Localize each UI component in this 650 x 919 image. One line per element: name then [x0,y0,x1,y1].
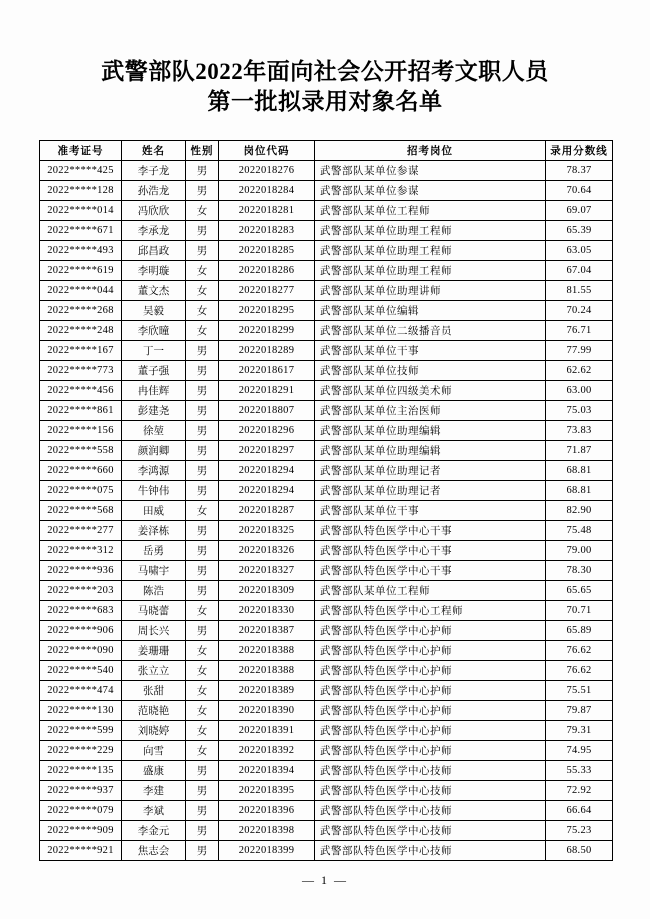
cell-name: 李建 [122,781,186,801]
cell-ticket: 2022*****683 [40,601,122,621]
cell-ticket: 2022*****014 [40,201,122,221]
cell-ticket: 2022*****044 [40,281,122,301]
table-row [40,421,613,441]
table-row [40,481,613,501]
cell-score: 65.89 [546,621,613,641]
cell-ticket: 2022*****540 [40,661,122,681]
cell-name: 张甜 [122,681,186,701]
cell-name: 周长兴 [122,621,186,641]
cell-score: 65.65 [546,581,613,601]
cell-jobcode: 2022018396 [219,801,315,821]
cell-score: 78.37 [546,161,613,181]
cell-name: 李明璇 [122,261,186,281]
cell-score: 76.62 [546,641,613,661]
cell-position: 武警部队某单位干事 [315,501,546,521]
cell-jobcode: 2022018289 [219,341,315,361]
cell-gender: 男 [186,181,219,201]
cell-gender: 女 [186,301,219,321]
cell-score: 68.50 [546,841,613,861]
table-row [40,841,613,861]
cell-ticket: 2022*****937 [40,781,122,801]
cell-gender: 女 [186,641,219,661]
cell-gender: 男 [186,781,219,801]
cell-jobcode: 2022018287 [219,501,315,521]
cell-ticket: 2022*****671 [40,221,122,241]
cell-jobcode: 2022018291 [219,381,315,401]
cell-position: 武警部队某单位助理记者 [315,461,546,481]
cell-gender: 女 [186,321,219,341]
table-row [40,341,613,361]
cell-jobcode: 2022018277 [219,281,315,301]
cell-position: 武警部队特色医学中心护师 [315,641,546,661]
cell-ticket: 2022*****128 [40,181,122,201]
cell-gender: 男 [186,841,219,861]
cell-name: 李斌 [122,801,186,821]
cell-name: 徐堃 [122,421,186,441]
cell-ticket: 2022*****599 [40,721,122,741]
cell-gender: 女 [186,601,219,621]
cell-name: 李子龙 [122,161,186,181]
cell-position: 武警部队某单位干事 [315,341,546,361]
cell-position: 武警部队某单位二级播音员 [315,321,546,341]
cell-score: 55.33 [546,761,613,781]
cell-position: 武警部队特色医学中心工程师 [315,601,546,621]
cell-score: 68.81 [546,481,613,501]
cell-position: 武警部队某单位参谋 [315,161,546,181]
cell-jobcode: 2022018394 [219,761,315,781]
cell-score: 70.24 [546,301,613,321]
cell-gender: 女 [186,661,219,681]
table-row [40,261,613,281]
cell-name: 陈浩 [122,581,186,601]
cell-name: 李鸿源 [122,461,186,481]
cell-jobcode: 2022018390 [219,701,315,721]
cell-jobcode: 2022018296 [219,421,315,441]
cell-jobcode: 2022018276 [219,161,315,181]
cell-score: 79.00 [546,541,613,561]
cell-gender: 男 [186,761,219,781]
table-row [40,241,613,261]
cell-name: 牛钟伟 [122,481,186,501]
cell-score: 76.71 [546,321,613,341]
cell-ticket: 2022*****203 [40,581,122,601]
cell-score: 62.62 [546,361,613,381]
roster-table-container [39,140,612,861]
cell-name: 颜润卿 [122,441,186,461]
cell-gender: 女 [186,721,219,741]
cell-ticket: 2022*****936 [40,561,122,581]
cell-name: 冉佳辉 [122,381,186,401]
cell-position: 武警部队某单位编辑 [315,301,546,321]
cell-jobcode: 2022018294 [219,461,315,481]
cell-name: 吴毅 [122,301,186,321]
cell-gender: 男 [186,821,219,841]
cell-position: 武警部队某单位助理编辑 [315,421,546,441]
cell-ticket: 2022*****921 [40,841,122,861]
cell-name: 彭建尧 [122,401,186,421]
cell-gender: 男 [186,381,219,401]
cell-jobcode: 2022018325 [219,521,315,541]
table-row [40,281,613,301]
cell-ticket: 2022*****156 [40,421,122,441]
cell-ticket: 2022*****277 [40,521,122,541]
cell-jobcode: 2022018398 [219,821,315,841]
table-row [40,521,613,541]
cell-jobcode: 2022018327 [219,561,315,581]
cell-position: 武警部队某单位四级美术师 [315,381,546,401]
cell-gender: 女 [186,501,219,521]
cell-position: 武警部队某单位助理工程师 [315,221,546,241]
cell-score: 71.87 [546,441,613,461]
cell-name: 董子强 [122,361,186,381]
cell-gender: 女 [186,741,219,761]
cell-position: 武警部队某单位工程师 [315,581,546,601]
cell-position: 武警部队特色医学中心护师 [315,741,546,761]
cell-position: 武警部队特色医学中心技师 [315,781,546,801]
cell-gender: 女 [186,681,219,701]
cell-position: 武警部队特色医学中心干事 [315,541,546,561]
table-row [40,381,613,401]
roster-table [39,140,613,861]
cell-score: 79.87 [546,701,613,721]
column-header-jobcode: 岗位代码 [219,141,315,161]
table-row [40,681,613,701]
table-header-row [40,141,613,161]
cell-score: 65.39 [546,221,613,241]
cell-name: 马啸宇 [122,561,186,581]
document-title-line1: 武警部队2022年面向社会公开招考文职人员 [101,59,549,84]
cell-ticket: 2022*****619 [40,261,122,281]
cell-ticket: 2022*****558 [40,441,122,461]
table-row [40,401,613,421]
cell-gender: 男 [186,161,219,181]
document-title-line2: 第一批拟录用对象名单 [207,89,443,114]
cell-position: 武警部队某单位主治医师 [315,401,546,421]
table-row [40,461,613,481]
cell-position: 武警部队某单位助理编辑 [315,441,546,461]
cell-jobcode: 2022018617 [219,361,315,381]
cell-jobcode: 2022018281 [219,201,315,221]
cell-position: 武警部队特色医学中心技师 [315,761,546,781]
cell-name: 丁一 [122,341,186,361]
cell-gender: 男 [186,521,219,541]
cell-name: 冯欣欣 [122,201,186,221]
cell-name: 李欣曈 [122,321,186,341]
cell-score: 75.03 [546,401,613,421]
cell-position: 武警部队某单位助理工程师 [315,241,546,261]
cell-score: 79.31 [546,721,613,741]
cell-score: 67.04 [546,261,613,281]
table-row [40,621,613,641]
cell-score: 77.99 [546,341,613,361]
cell-position: 武警部队特色医学中心技师 [315,821,546,841]
cell-score: 63.05 [546,241,613,261]
cell-position: 武警部队特色医学中心干事 [315,521,546,541]
cell-name: 范晓艳 [122,701,186,721]
cell-position: 武警部队某单位参谋 [315,181,546,201]
column-header-ticket: 准考证号 [40,141,122,161]
table-row [40,321,613,341]
cell-name: 岳勇 [122,541,186,561]
document-title [0,57,650,117]
cell-ticket: 2022*****167 [40,341,122,361]
cell-jobcode: 2022018286 [219,261,315,281]
cell-jobcode: 2022018294 [219,481,315,501]
cell-position: 武警部队特色医学中心技师 [315,801,546,821]
cell-gender: 女 [186,201,219,221]
column-header-gender: 性别 [186,141,219,161]
cell-ticket: 2022*****906 [40,621,122,641]
cell-position: 武警部队特色医学中心护师 [315,681,546,701]
cell-ticket: 2022*****312 [40,541,122,561]
cell-name: 刘晓婷 [122,721,186,741]
cell-score: 63.00 [546,381,613,401]
table-row [40,741,613,761]
cell-gender: 男 [186,421,219,441]
table-row [40,601,613,621]
cell-gender: 男 [186,461,219,481]
cell-jobcode: 2022018283 [219,221,315,241]
cell-ticket: 2022*****268 [40,301,122,321]
cell-name: 姜珊珊 [122,641,186,661]
table-row [40,801,613,821]
cell-score: 81.55 [546,281,613,301]
page-number: — 1 — [302,873,348,887]
cell-jobcode: 2022018295 [219,301,315,321]
cell-name: 孙浩龙 [122,181,186,201]
table-row [40,181,613,201]
cell-position: 武警部队特色医学中心护师 [315,621,546,641]
cell-gender: 男 [186,541,219,561]
cell-gender: 男 [186,621,219,641]
cell-jobcode: 2022018297 [219,441,315,461]
cell-gender: 男 [186,221,219,241]
table-row [40,501,613,521]
cell-name: 李金元 [122,821,186,841]
cell-jobcode: 2022018389 [219,681,315,701]
cell-jobcode: 2022018309 [219,581,315,601]
cell-gender: 男 [186,481,219,501]
cell-gender: 男 [186,341,219,361]
table-row [40,821,613,841]
cell-ticket: 2022*****909 [40,821,122,841]
cell-ticket: 2022*****079 [40,801,122,821]
cell-name: 姜泽栋 [122,521,186,541]
cell-gender: 女 [186,701,219,721]
table-row [40,581,613,601]
cell-ticket: 2022*****425 [40,161,122,181]
cell-name: 马晓蕾 [122,601,186,621]
cell-name: 向雪 [122,741,186,761]
table-row [40,201,613,221]
cell-ticket: 2022*****456 [40,381,122,401]
cell-name: 盛康 [122,761,186,781]
cell-score: 75.48 [546,521,613,541]
cell-ticket: 2022*****861 [40,401,122,421]
cell-name: 李承龙 [122,221,186,241]
cell-position: 武警部队特色医学中心干事 [315,561,546,581]
cell-ticket: 2022*****229 [40,741,122,761]
cell-gender: 男 [186,801,219,821]
cell-position: 武警部队某单位工程师 [315,201,546,221]
cell-score: 75.23 [546,821,613,841]
cell-score: 75.51 [546,681,613,701]
cell-ticket: 2022*****474 [40,681,122,701]
cell-gender: 女 [186,281,219,301]
cell-position: 武警部队特色医学中心护师 [315,721,546,741]
cell-name: 张立立 [122,661,186,681]
table-row [40,701,613,721]
cell-jobcode: 2022018285 [219,241,315,261]
cell-name: 田威 [122,501,186,521]
cell-position: 武警部队某单位助理记者 [315,481,546,501]
cell-name: 焦志会 [122,841,186,861]
cell-score: 69.07 [546,201,613,221]
cell-score: 78.30 [546,561,613,581]
cell-position: 武警部队特色医学中心技师 [315,841,546,861]
cell-ticket: 2022*****130 [40,701,122,721]
cell-jobcode: 2022018330 [219,601,315,621]
cell-jobcode: 2022018399 [219,841,315,861]
cell-jobcode: 2022018387 [219,621,315,641]
cell-jobcode: 2022018284 [219,181,315,201]
cell-ticket: 2022*****248 [40,321,122,341]
cell-gender: 男 [186,361,219,381]
table-row [40,721,613,741]
cell-score: 72.92 [546,781,613,801]
column-header-name: 姓名 [122,141,186,161]
cell-score: 70.71 [546,601,613,621]
cell-gender: 男 [186,581,219,601]
cell-jobcode: 2022018326 [219,541,315,561]
cell-jobcode: 2022018299 [219,321,315,341]
cell-score: 66.64 [546,801,613,821]
cell-score: 76.62 [546,661,613,681]
cell-score: 74.95 [546,741,613,761]
cell-ticket: 2022*****568 [40,501,122,521]
cell-gender: 男 [186,441,219,461]
table-row [40,641,613,661]
cell-gender: 男 [186,401,219,421]
table-row [40,661,613,681]
cell-score: 68.81 [546,461,613,481]
table-row [40,561,613,581]
cell-gender: 男 [186,241,219,261]
cell-score: 70.64 [546,181,613,201]
column-header-position: 招考岗位 [315,141,546,161]
cell-ticket: 2022*****075 [40,481,122,501]
cell-ticket: 2022*****090 [40,641,122,661]
column-header-score: 录用分数线 [546,141,613,161]
cell-jobcode: 2022018391 [219,721,315,741]
cell-score: 73.83 [546,421,613,441]
cell-position: 武警部队特色医学中心护师 [315,661,546,681]
cell-position: 武警部队某单位助理讲师 [315,281,546,301]
cell-ticket: 2022*****660 [40,461,122,481]
cell-position: 武警部队特色医学中心护师 [315,701,546,721]
cell-jobcode: 2022018395 [219,781,315,801]
cell-ticket: 2022*****135 [40,761,122,781]
cell-name: 董文杰 [122,281,186,301]
table-row [40,161,613,181]
cell-ticket: 2022*****493 [40,241,122,261]
table-row [40,541,613,561]
cell-jobcode: 2022018388 [219,641,315,661]
cell-gender: 女 [186,261,219,281]
cell-name: 邱昌政 [122,241,186,261]
table-row [40,361,613,381]
cell-jobcode: 2022018807 [219,401,315,421]
cell-gender: 男 [186,561,219,581]
table-row [40,301,613,321]
table-row [40,221,613,241]
table-row [40,441,613,461]
table-row [40,781,613,801]
cell-ticket: 2022*****773 [40,361,122,381]
cell-jobcode: 2022018392 [219,741,315,761]
cell-position: 武警部队某单位技师 [315,361,546,381]
cell-score: 82.90 [546,501,613,521]
cell-jobcode: 2022018388 [219,661,315,681]
table-row [40,761,613,781]
cell-position: 武警部队某单位助理工程师 [315,261,546,281]
